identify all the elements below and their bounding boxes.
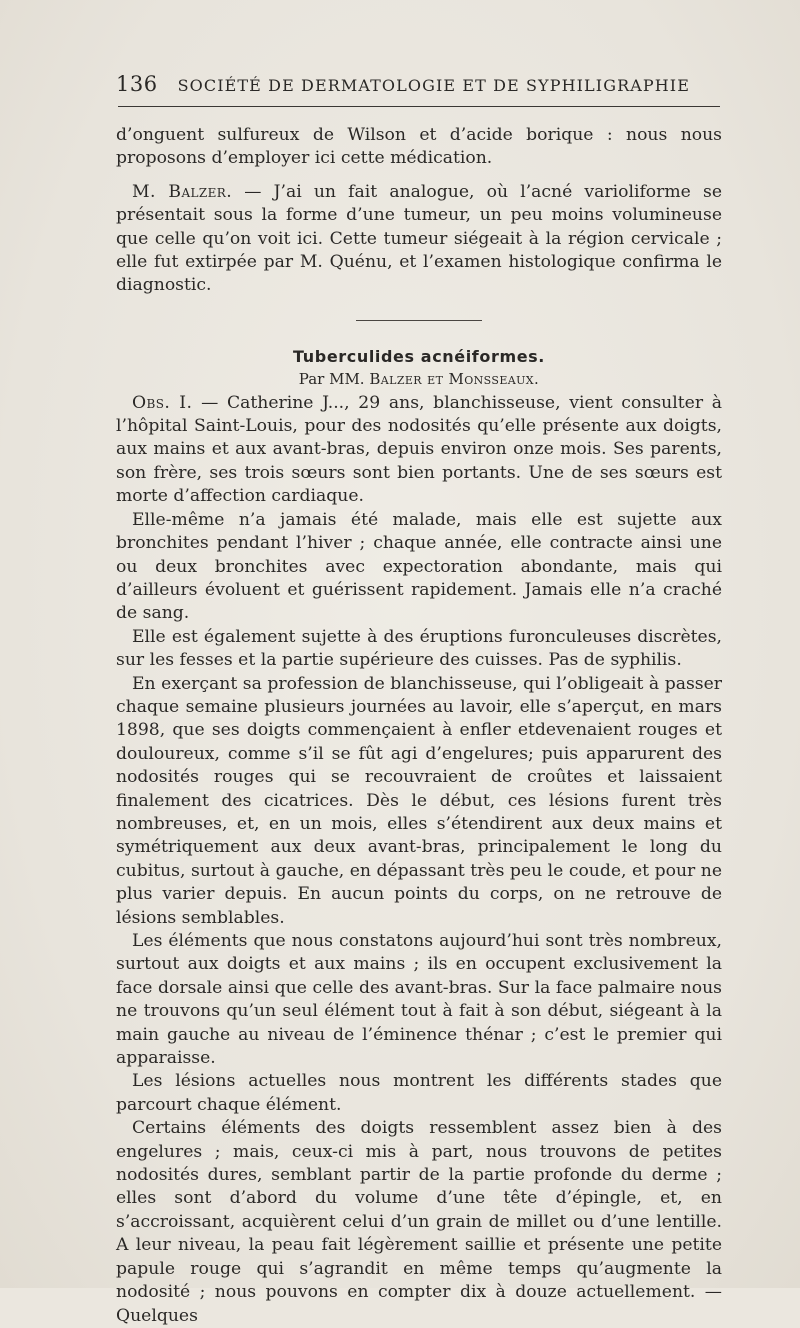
running-title: SOCIÉTÉ DE DERMATOLOGIE ET DE SYPHILIGRAPHIE bbox=[177, 76, 691, 95]
article-byline bbox=[116, 368, 722, 391]
observation-label: Obs. I. bbox=[132, 392, 193, 413]
intro-paragraph: d’onguent sulfureux de Wilson et d’acide borique : nous nous proposons d’employer ici cette médication. bbox=[116, 125, 722, 169]
byline-authors: Balzer et Monsseaux. bbox=[369, 370, 540, 389]
running-header bbox=[116, 72, 720, 96]
body-paragraph: Elle est également sujette à des éruptions furonculeuses discrètes, sur les fesses et la partie supérieure des cuisses. Pas de syphilis. bbox=[116, 626, 722, 671]
byline-prefix: Par MM. bbox=[298, 370, 370, 389]
observation-intro-text: — Catherine J..., 29 ans, blanchisseuse, vient consulter à l’hôpital Saint-Louis, pour des nodosités qu’elle présente aux doigts, aux mains et aux avant-bras, depuis environ onze mois. Ses parents, son frère, ses trois sœurs sont bien portants. Une de ses sœurs est morte d’affection cardiaque. bbox=[116, 392, 722, 507]
body-paragraph: Les lésions actuelles nous montrent les différents stades que parcourt chaque élément. bbox=[116, 1071, 722, 1115]
section-divider bbox=[356, 320, 482, 321]
page-number: 136 bbox=[116, 72, 158, 96]
observation-paragraph bbox=[116, 392, 722, 509]
body-paragraph: Certains éléments des doigts ressemblent assez bien à des engelures ; mais, ceux-ci mis à part, nous trouvons de petites nodosités dures, semblant partir de la partie profonde du derme ; elles sont d’abord du volume d’une tête d’épingle, et, en s’accroissant, acquièrent celui d’un grain de millet ou d’une lentille. A leur niveau, la peau fait légèrement saillie et présente une petite papule rouge qui s’agrandit en même temps qu’augmente la nodosité ; nous pouvons en compter dix à douze actuellement. — Quelques bbox=[116, 1118, 722, 1326]
header-rule bbox=[118, 106, 720, 107]
body-text bbox=[116, 124, 722, 1328]
body-paragraph: Elle-même n’a jamais été malade, mais elle est sujette aux bronchites pendant l’hiver ; chaque année, elle contracte ainsi une ou deux bronchites avec expectoration abondante, mais qui d’ailleurs évoluent et guérissent rapidement. Jamais elle n’a craché de sang. bbox=[116, 509, 722, 624]
balzer-remark bbox=[116, 181, 722, 298]
speaker-name: M. Balzer. bbox=[132, 181, 233, 202]
balzer-remark-text: — J’ai un fait analogue, où l’acné varioliforme se présentait sous la forme d’une tumeur, un peu moins volumineuse que celle qu’on voit ici. Cette tumeur siégeait à la région cervicale ; elle fut extirpée par M. Quénu, et l’examen histologique confirma le diagnostic. bbox=[116, 181, 722, 296]
body-paragraph: Les éléments que nous constatons aujourd’hui sont très nombreux, surtout aux doigts et aux mains ; ils en occupent exclusivement la face dorsale ainsi que celle des avant-bras. Sur la face palmaire nous ne trouvons qu’un seul élément tout à fait à son début, siégeant à la main gauche au niveau de l’éminence thénar ; c’est le premier qui apparaisse. bbox=[116, 931, 722, 1069]
article-title: Tuberculides acnéiformes. bbox=[293, 346, 545, 366]
body-paragraph: En exerçant sa profession de blanchisseuse, qui l’obligeait à passer chaque semaine plusieurs journées au lavoir, elle s’aperçut, en mars 1898, que ses doigts commençaient à enfler etdevenaient rouges et douloureux, comme s’il se fût agi d’engelures; puis apparurent des nodosités rouges qui se recouvraient de croûtes et laissaient finalement des cicatrices. Dès le début, ces lésions furent très nombreuses, et, en un mois, elles s’étendirent aux deux mains et symétriquement aux deux avant-bras, principalement le long du cubitus, surtout à gauche, en dépassant très peu le coude, et pour ne plus varier depuis. En aucun points du corps, on ne retrouve de lésions semblables. bbox=[116, 673, 722, 928]
